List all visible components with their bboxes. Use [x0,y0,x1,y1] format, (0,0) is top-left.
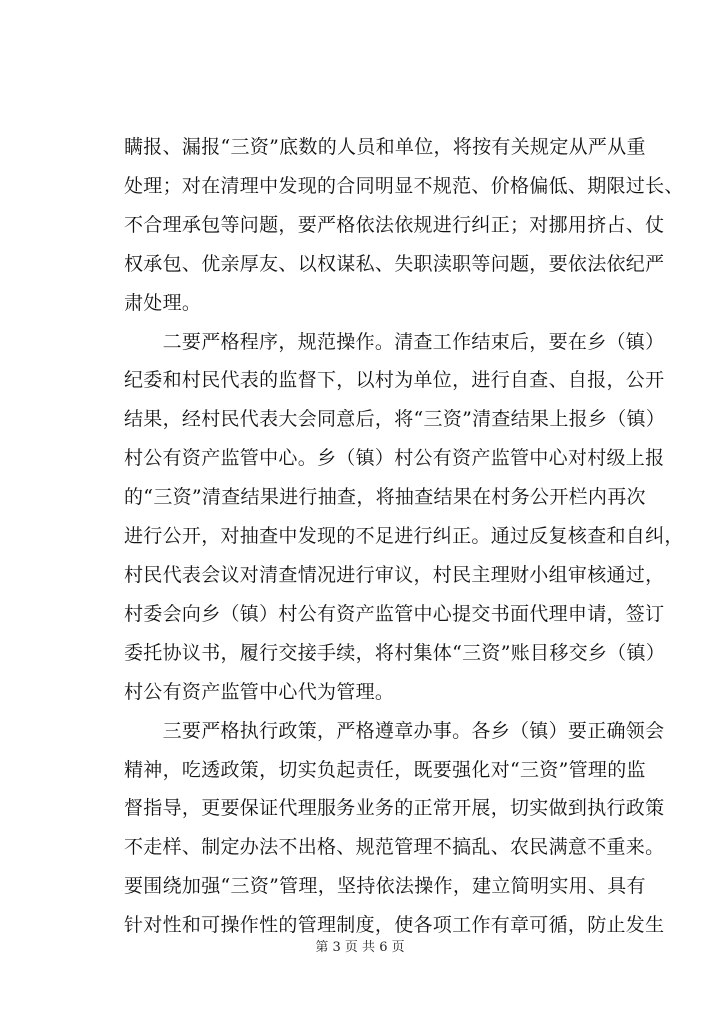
text-line: 村委会向乡（镇）村公有资产监管中心提交书面代理申请，签订 [124,602,665,625]
text-line: 肃处理。 [124,291,202,314]
text-line: 督指导，更要保证代理服务业务的正常开展，切实做到执行政策 [124,797,665,820]
text-line: 不走样、制定办法不出格、规范管理不搞乱、农民满意不重来。 [124,836,665,859]
text-line: 结果，经村民代表大会同意后，将“三资”清查结果上报乡（镇） [124,408,666,431]
paragraph [124,128,684,323]
text-line: 不合理承包等问题，要严格依法依规进行纠正；对挪用挤占、仗 [124,213,665,236]
text-line: 处理；对在清理中发现的合同明显不规范、价格偏低、期限过长、 [124,174,684,197]
text-line: 二要严格程序，规范操作。清查工作结束后，要在乡（镇） [124,330,665,353]
text-line: 瞒报、漏报“三资”底数的人员和单位，将按有关规定从严从重 [124,136,646,158]
text-line: 三要严格执行政策，严格遵章办事。各乡（镇）要正确领会 [124,719,665,742]
paragraph [124,323,684,712]
text-line: 精神，吃透政策，切实负起责任，既要强化对“三资”管理的监 [124,758,646,781]
text-line: 纪委和村民代表的监督下，以村为单位，进行自查、自报，公开 [124,369,665,392]
text-line: 针对性和可操作性的管理制度，使各项工作有章可循，防止发生 [124,914,665,937]
text-line: 村公有资产监管中心代为管理。 [124,680,395,703]
text-line: 的“三资”清查结果进行抽查，将抽查结果在村务公开栏内再次 [124,486,646,509]
text-line: 要围绕加强“三资”管理，坚持依法操作，建立简明实用、具有 [124,875,646,898]
text-line: 权承包、优亲厚友、以权谋私、失职渎职等问题，要依法依纪严 [124,252,665,275]
body-text [124,128,684,945]
text-line: 委托协议书，履行交接手续，将村集体“三资”账目移交乡（镇） [124,641,666,664]
page-footer: 第 3 页 共 6 页 [315,940,405,955]
text-line: 进行公开，对抽查中发现的不足进行纠正。通过反复核查和自纠， [124,525,684,548]
paragraph [124,712,665,945]
text-line: 村民代表会议对清查情况进行审议，村民主理财小组审核通过， [124,563,665,586]
text-line: 村公有资产监管中心。乡（镇）村公有资产监管中心对村级上报 [124,447,665,470]
